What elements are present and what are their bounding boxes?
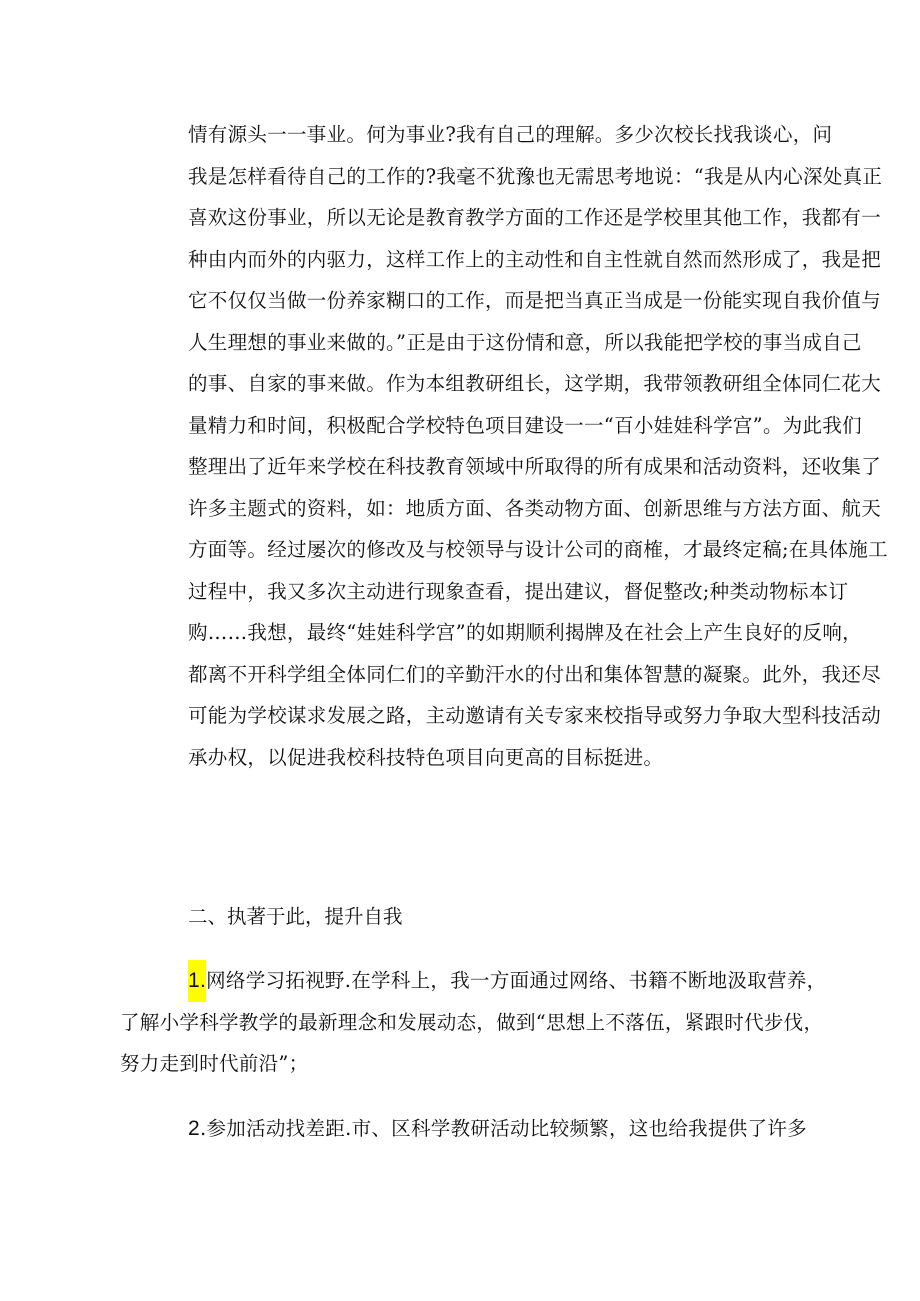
text-line: 量精力和时间，积极配合学校特色项目建设一一“百小娃娃科学宫”。为此我们 — [188, 413, 862, 437]
text-line: 情有源头一一事业。何为事业?我有自己的理解。多少次校长找我谈心，问 — [188, 123, 833, 146]
text-line: 方面等。经过屡次的修改及与校领导与设计公司的商榷，才最终定稿;在具体施工 — [188, 538, 888, 561]
text-line: 过程中，我又多次主动进行现象查看，提出建议，督促整改;种类动物标本订 — [188, 579, 849, 603]
list-item-activities — [188, 1108, 807, 1150]
text-line — [188, 1108, 807, 1150]
text-line: 都离不开科学组全体同仁们的辛勤汗水的付出和集体智慧的凝聚。此外，我还尽 — [188, 662, 882, 686]
text-line: 喜欢这份事业，所以无论是教育教学方面的工作还是学校里其他工作，我都有一 — [188, 206, 882, 229]
text-line: 承办权，以促进我校科技特色项目向更高的目标挺进。 — [188, 745, 664, 769]
text-line: 努力走到时代前沿”； — [120, 1052, 309, 1075]
text-line: 购……我想，最终“娃娃科学宫”的如期顺利揭牌及在社会上产生良好的反响， — [188, 621, 862, 644]
text-span: .参加活动找差距.市、区科学教研活动比较频繁，这也给我提供了许多 — [199, 1117, 807, 1140]
paragraph-career-passion — [188, 114, 888, 778]
text-span: 网络学习拓视野.在学科上，我一方面通过网络、书籍不断地汲取营养， — [206, 969, 827, 992]
text-line — [188, 960, 827, 1002]
text-line: 了解小学科学教学的最新理念和发展动态，做到“思想上不落伍，紧跟时代步伐， — [120, 1010, 824, 1034]
text-line: 人生理想的事业来做的。”正是由于这份情和意，所以我能把学校的事当成自己 — [188, 330, 862, 354]
section-heading: 二、执著于此，提升自我 — [188, 905, 403, 928]
item-number-highlighted: 1. — [188, 960, 206, 1002]
text-line: 种由内而外的内驱力，这样工作上的主动性和自主性就自然而然形成了，我是把 — [188, 247, 882, 271]
item-number: 2 — [188, 1117, 200, 1140]
text-line: 我是怎样看待自己的工作的?我毫不犹豫也无需思考地说：“我是从内心深处真正 — [188, 164, 883, 188]
list-item-network-learning — [120, 960, 827, 1085]
text-line: 它不仅仅当做一份养家糊口的工作，而是把当真正当成是一份能实现自我价值与 — [188, 289, 882, 312]
text-line: 可能为学校谋求发展之路，主动邀请有关专家来校指导或努力争取大型科技活动 — [188, 704, 882, 727]
text-line: 许多主题式的资料，如：地质方面、各类动物方面、创新思维与方法方面、航天 — [188, 496, 882, 520]
text-line: 整理出了近年来学校在科技教育领域中所取得的所有成果和活动资料，还收集了 — [188, 455, 882, 478]
text-line: 的事、自家的事来做。作为本组教研组长，这学期，我带领教研组全体同仁花大 — [188, 372, 882, 395]
